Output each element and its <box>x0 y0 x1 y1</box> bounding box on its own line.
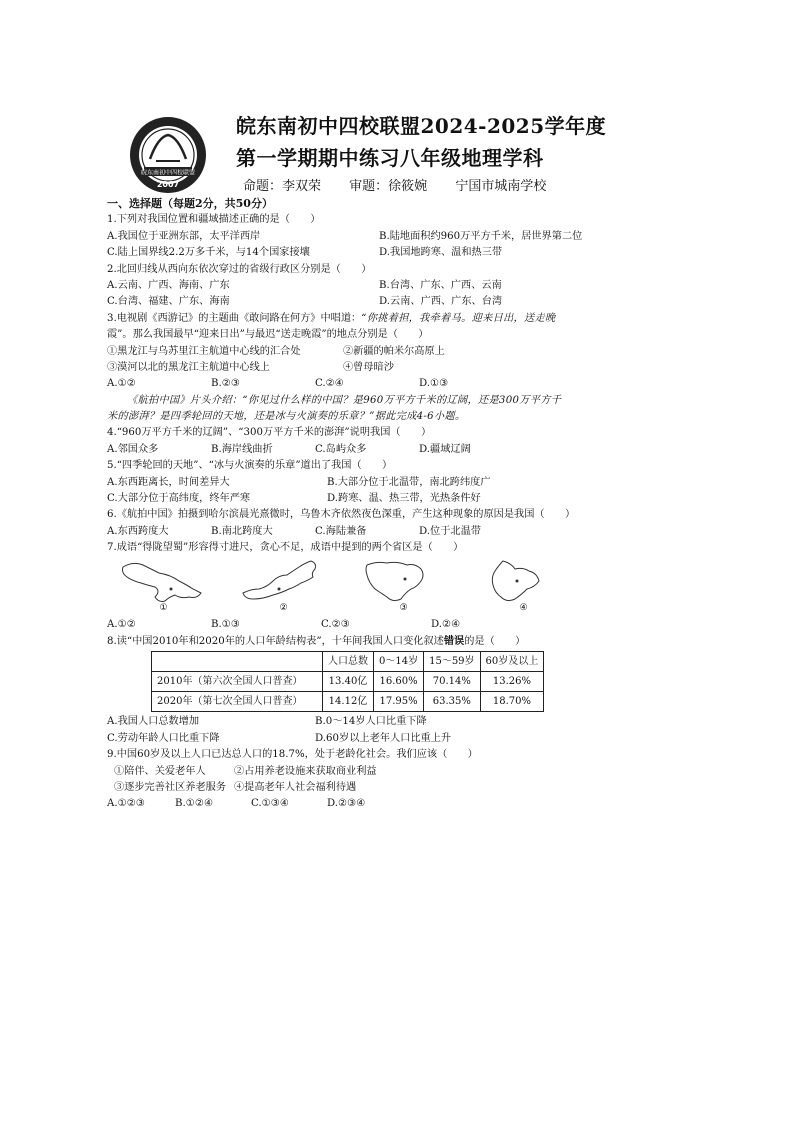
choice-4: ④曾母暗沙 <box>343 361 394 373</box>
question-2-options-row2 <box>107 294 627 310</box>
option-d: D.云南、广西、广东、台湾 <box>379 296 503 308</box>
option-c: C.劳动年龄人口比重下降 <box>107 732 220 744</box>
option-c: C.②③ <box>321 618 350 630</box>
exam-title-line1: 皖东南初中四校联盟2024-2025学年度 <box>236 114 607 138</box>
option-d: D.②④ <box>431 618 461 630</box>
province-map-3 <box>361 559 446 614</box>
choice-2: ②占用养老设施来获取商业利益 <box>234 765 377 777</box>
map-label-2: ② <box>279 603 288 614</box>
option-a: A.①②③ <box>107 798 145 810</box>
option-c: C.海陆兼备 <box>315 525 367 537</box>
option-d: D.60岁以上老年人口比重上升 <box>315 732 452 744</box>
option-c: C.陆上国界线2.2万多千米，与14个国家接壤 <box>107 247 310 259</box>
table-header-cell: 0～14岁 <box>374 652 424 672</box>
sichuan-outline-icon <box>361 559 446 603</box>
province-map-4 <box>481 559 566 614</box>
question-3-choices-row1 <box>107 344 627 360</box>
logo-year: 2007 <box>156 180 180 189</box>
reviewer: 审题：徐筱婉 <box>349 179 428 194</box>
table-cell: 16.60% <box>374 672 424 692</box>
table-cell: 13.26% <box>480 672 544 692</box>
exam-authors <box>243 175 568 194</box>
setter: 命题：李双荣 <box>243 179 322 194</box>
question-3-stem-line2: 霞”。那么我国最早“迎来日出”与最迟“送走晚霞”的地点分别是（ ） <box>107 329 429 341</box>
question-5-options-row2 <box>107 491 627 507</box>
question-8-stem <box>107 633 627 649</box>
choice-2: ②新疆的帕米尔高原上 <box>343 345 445 357</box>
question-4-options <box>107 442 627 458</box>
question-1-options-row1 <box>107 229 627 245</box>
question-1-stem: 1.下列对我国位置和疆域描述正确的是（ ） <box>107 214 321 226</box>
table-row <box>152 692 544 712</box>
option-b: B.南北跨度大 <box>211 525 273 537</box>
passage-line2: 米的澎湃？是四季轮回的天地，还是冰与火演奏的乐章？”据此完成4-6小题。 <box>107 411 466 423</box>
school-alliance-logo <box>128 115 208 195</box>
province-map-1 <box>121 559 206 614</box>
question-8-emphasis: 错误 <box>443 634 465 647</box>
question-3-lyric: “你挑着担，我牵着马。迎来日出，送走晚 <box>361 312 556 324</box>
population-age-table <box>151 651 544 712</box>
option-d: D.我国地跨寒、温和热三带 <box>379 247 503 259</box>
question-3-stem: 3.电视剧《西游记》的主题曲《敢问路在何方》中唱道： <box>107 312 362 324</box>
option-b: B.②③ <box>211 378 240 390</box>
map-label-1: ① <box>159 603 168 614</box>
table-cell: 70.14% <box>424 672 480 692</box>
option-a: A.我国人口总数增加 <box>107 716 200 728</box>
option-b: B.台湾、广东、广西、云南 <box>379 279 502 291</box>
option-c: C.大部分位于高纬度，终年严寒 <box>107 493 251 505</box>
svg-text:皖东南初中四校联盟: 皖东南初中四校联盟 <box>140 169 196 177</box>
question-3-options <box>107 376 627 392</box>
table-cell: 14.12亿 <box>323 692 374 712</box>
option-a: A.云南、广西、海南、广东 <box>107 279 230 291</box>
table-header-cell: 15～59岁 <box>424 652 480 672</box>
question-6-options <box>107 524 627 540</box>
option-b: B.海岸线曲折 <box>211 443 273 455</box>
exam-title-line2: 第一学期期中练习八年级地理学科 <box>236 146 544 170</box>
question-8-stem-pre: 8.读“中国2010年和2020年的人口年龄结构表”，十年间我国人口变化叙述 <box>107 635 444 647</box>
question-4-stem: 4.“960万平方千米的辽阔”、“300万平方千米的澎湃”说明我国（ ） <box>107 427 432 439</box>
option-b: B.0～14岁人口比重下降 <box>315 716 427 728</box>
table-header-cell: 60岁及以上 <box>480 652 544 672</box>
option-d: D.①③ <box>419 378 449 390</box>
choice-1: ①黑龙江与乌苏里江主航道中心线的汇合处 <box>107 345 301 357</box>
option-a: A.东西跨度大 <box>107 525 169 537</box>
table-cell: 2010年（第六次全国人口普查） <box>152 672 323 692</box>
option-d: D.②③④ <box>327 798 366 810</box>
question-1-options-row2 <box>107 245 627 261</box>
option-c: C.台湾、福建、广东、海南 <box>107 296 230 308</box>
option-d: D.位于北温带 <box>419 525 481 537</box>
option-a: A.邻国众多 <box>107 443 159 455</box>
table-cell: 63.35% <box>424 692 480 712</box>
option-d: D.疆域辽阔 <box>419 443 471 455</box>
question-7-stem: 7.成语“得陇望蜀”形容得寸进尺，贪心不足，成语中提到的两个省区是（ ） <box>107 542 464 554</box>
gansu-outline-icon <box>121 559 206 603</box>
choice-1: ①陪伴、关爱老年人 <box>114 765 206 777</box>
logo-seal-icon <box>128 115 208 195</box>
question-5-stem: 5.“四季轮回的天地”、“冰与火演奏的乐章”道出了我国（ ） <box>107 460 393 472</box>
option-b: B.①③ <box>211 618 240 630</box>
yunnan-outline-icon <box>481 559 566 603</box>
question-8-stem-post: 的是（ ） <box>464 635 526 647</box>
option-a: A.东西距离长，时间差异大 <box>107 476 230 488</box>
question-5-options-row1 <box>107 475 627 491</box>
table-cell: 2020年（第七次全国人口普查） <box>152 692 323 712</box>
option-b: B.陆地面积约960万平方千米，居世界第二位 <box>379 230 583 242</box>
question-2-stem: 2.北回归线从西向东依次穿过的省级行政区分别是（ ） <box>107 263 372 275</box>
question-9-choices-row2 <box>107 780 627 796</box>
question-9-stem: 9.中国60岁及以上人口已达总人口的18.7%，处于老龄化社会。我们应该（ ） <box>107 749 478 761</box>
question-3-stem-line1 <box>107 311 627 327</box>
question-8-options-row2 <box>107 731 627 747</box>
map-label-4: ④ <box>519 603 528 614</box>
table-cell: 18.70% <box>480 692 544 712</box>
question-8-options-row1 <box>107 714 627 730</box>
table-cell: 13.40亿 <box>323 672 374 692</box>
table-cell: 17.95% <box>374 692 424 712</box>
option-c: C.①③④ <box>251 798 290 810</box>
choice-3: ③漠河以北的黑龙江主航道中心线上 <box>107 361 270 373</box>
option-d: D.跨寒、温、热三带，光热条件好 <box>327 493 481 505</box>
option-c: C.②④ <box>315 378 344 390</box>
table-header-row <box>152 652 544 672</box>
table-header-cell <box>152 652 323 672</box>
section-heading: 一、选择题（每题2分，共50分） <box>107 197 273 210</box>
map-label-3: ③ <box>399 603 408 614</box>
option-a: A.我国位于亚洲东部，太平洋西岸 <box>107 230 261 242</box>
table-header-cell: 人口总数 <box>323 652 374 672</box>
question-9-options <box>107 796 627 812</box>
province-outline-maps <box>121 559 627 617</box>
exam-content <box>107 196 627 813</box>
option-a: A.①② <box>107 378 136 390</box>
option-a: A.①② <box>107 618 136 630</box>
option-c: C.岛屿众多 <box>315 443 367 455</box>
question-3-choices-row2 <box>107 360 627 376</box>
school-name: 宁国市城南学校 <box>455 179 547 194</box>
question-9-choices-row1 <box>107 764 627 780</box>
choice-4: ④提高老年人社会福利待遇 <box>234 781 357 793</box>
question-2-options-row1 <box>107 278 627 294</box>
option-b: B.①②④ <box>175 798 214 810</box>
province-map-2 <box>241 559 326 614</box>
choice-3: ③逐步完善社区养老服务 <box>114 781 227 793</box>
option-b: B.大部分位于北温带，南北跨纬度广 <box>327 476 491 488</box>
inner-mongolia-outline-icon <box>241 559 326 603</box>
passage-line1: 《航拍中国》片头介绍：“你见过什么样的中国？是960万平方千米的辽阔，还是300万平方千 <box>127 394 562 406</box>
table-row <box>152 672 544 692</box>
question-6-stem: 6.《航拍中国》拍摄到哈尔滨晨光熹微时，乌鲁木齐依然夜色深重，产生这种现象的原因是我国（ ） <box>107 509 576 521</box>
question-7-options <box>107 617 627 633</box>
